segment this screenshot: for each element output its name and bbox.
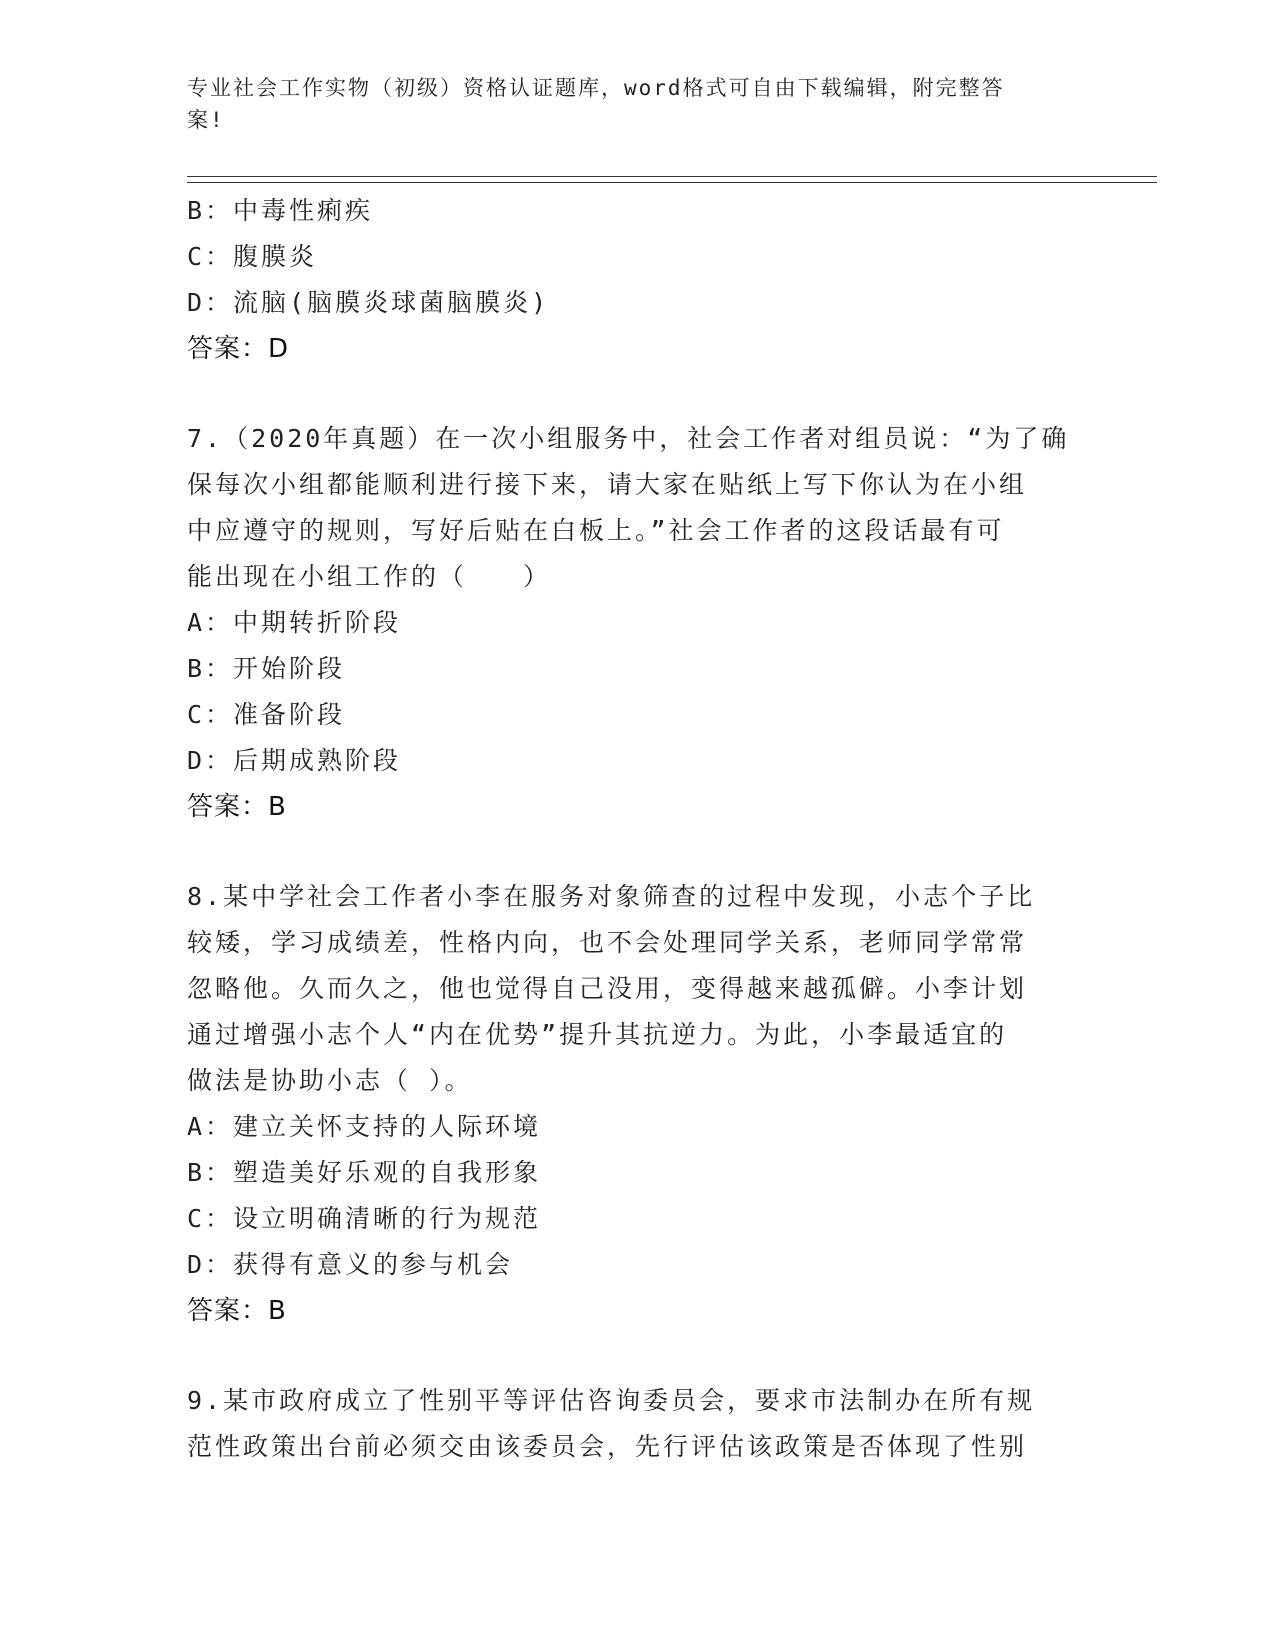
option-a: A：中期转折阶段	[187, 608, 402, 637]
option-a: A：建立关怀支持的人际环境	[187, 1112, 542, 1141]
document-body	[187, 188, 1087, 1470]
option-c: C：腹膜炎	[187, 242, 318, 271]
header-divider-top	[187, 176, 1157, 177]
answer-line: 答案：D	[187, 334, 290, 364]
option-c: C：准备阶段	[187, 700, 346, 729]
header-divider-bottom	[187, 182, 1157, 183]
document-header	[187, 72, 1067, 136]
header-line-1: 专业社会工作实物（初级）资格认证题库，word格式可自由下载编辑，附完整答	[187, 76, 1005, 100]
option-d: D：后期成熟阶段	[187, 746, 402, 775]
question-text-line: 做法是协助小志（ ）。	[187, 1066, 473, 1095]
question-7	[187, 416, 1087, 830]
question-text-line: 保每次小组都能顺利进行接下来，请大家在贴纸上写下你认为在小组	[187, 470, 1028, 499]
question-text-line: 中应遵守的规则，写好后贴在白板上。”社会工作者的这段话最有可	[187, 516, 1005, 545]
option-c: C：设立明确清晰的行为规范	[187, 1204, 542, 1233]
question-text-line: 9.某市政府成立了性别平等评估咨询委员会，要求市法制办在所有规	[187, 1386, 1036, 1415]
question-text-line: 范性政策出台前必须交由该委员会，先行评估该政策是否体现了性别	[187, 1432, 1028, 1461]
option-b: B：塑造美好乐观的自我形象	[187, 1158, 542, 1187]
option-b: B：中毒性痢疾	[187, 196, 374, 225]
question-text-line: 7.（2020年真题）在一次小组服务中，社会工作者对组员说：“为了确	[187, 424, 1070, 453]
option-d: D：获得有意义的参与机会	[187, 1250, 514, 1279]
question-text-line: 通过增强小志个人“内在优势”提升其抗逆力。为此，小李最适宜的	[187, 1020, 1008, 1049]
spacer	[187, 372, 1087, 416]
option-d: D：流脑(脑膜炎球菌脑膜炎)	[187, 288, 550, 317]
header-line-2: 案!	[187, 108, 225, 132]
answer-line: 答案：B	[187, 1296, 287, 1326]
question-text-line: 8.某中学社会工作者小李在服务对象筛查的过程中发现，小志个子比	[187, 882, 1036, 911]
question-text-line: 能出现在小组工作的（ ）	[187, 562, 552, 591]
answer-line: 答案：B	[187, 792, 287, 822]
option-b: B：开始阶段	[187, 654, 346, 683]
question-text-line: 忽略他。久而久之，他也觉得自己没用，变得越来越孤僻。小李计划	[187, 974, 1028, 1003]
question-6	[187, 188, 1087, 372]
question-8	[187, 874, 1087, 1334]
spacer	[187, 830, 1087, 874]
question-9	[187, 1378, 1087, 1470]
spacer	[187, 1334, 1087, 1378]
question-text-line: 较矮，学习成绩差，性格内向，也不会处理同学关系，老师同学常常	[187, 928, 1028, 957]
